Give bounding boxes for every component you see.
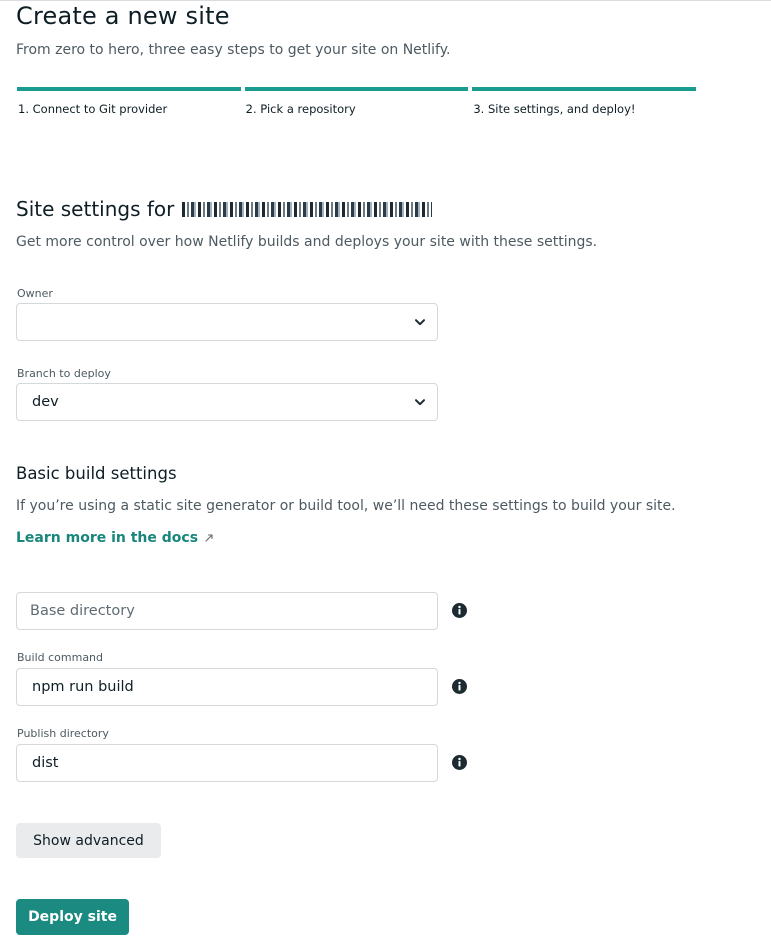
publish-directory-label: Publish directory <box>17 727 109 740</box>
show-advanced-button[interactable]: Show advanced <box>16 823 161 858</box>
step-label: 3. Site settings, and deploy! <box>473 102 636 116</box>
step-site-settings[interactable] <box>472 87 696 116</box>
branch-label: Branch to deploy <box>17 367 111 380</box>
info-icon[interactable] <box>452 679 467 694</box>
publish-directory-value: dist <box>32 755 59 771</box>
owner-label: Owner <box>17 287 53 300</box>
chevron-down-icon <box>415 397 425 407</box>
publish-directory-input[interactable] <box>16 744 438 782</box>
info-icon[interactable] <box>452 755 467 770</box>
progress-stepper <box>17 87 696 116</box>
site-settings-title <box>16 197 432 221</box>
docs-link-label: Learn more in the docs <box>16 530 199 546</box>
page-subtitle: From zero to hero, three easy steps to get your site on Netlify. <box>16 42 451 58</box>
branch-select-value: dev <box>32 394 59 410</box>
page-title: Create a new site <box>16 2 230 30</box>
external-link-icon <box>204 533 214 543</box>
build-command-value: npm run build <box>32 679 134 695</box>
chevron-down-icon <box>415 317 425 327</box>
deploy-site-button[interactable]: Deploy site <box>16 899 129 935</box>
step-label: 1. Connect to Git provider <box>18 102 168 116</box>
info-icon[interactable] <box>452 603 467 618</box>
site-settings-description: Get more control over how Netlify builds and deploys your site with these settings. <box>16 234 598 250</box>
step-label: 2. Pick a repository <box>245 102 356 116</box>
branch-select[interactable] <box>16 383 438 421</box>
step-pick-repository[interactable] <box>245 87 469 116</box>
base-directory-placeholder: Base directory <box>30 603 135 619</box>
owner-select[interactable] <box>16 303 438 341</box>
step-connect-git[interactable] <box>17 87 241 116</box>
build-command-label: Build command <box>17 651 104 664</box>
learn-more-docs-link[interactable] <box>16 530 214 546</box>
site-settings-title-text: Site settings for <box>16 197 175 221</box>
redacted-repository-name <box>182 202 432 217</box>
top-divider <box>0 0 771 1</box>
base-directory-input[interactable] <box>16 592 438 630</box>
build-settings-description: If you’re using a static site generator or build tool, we’ll need these settings to build your site. <box>16 498 676 514</box>
build-command-input[interactable] <box>16 668 438 706</box>
basic-build-settings-heading: Basic build settings <box>16 464 177 483</box>
